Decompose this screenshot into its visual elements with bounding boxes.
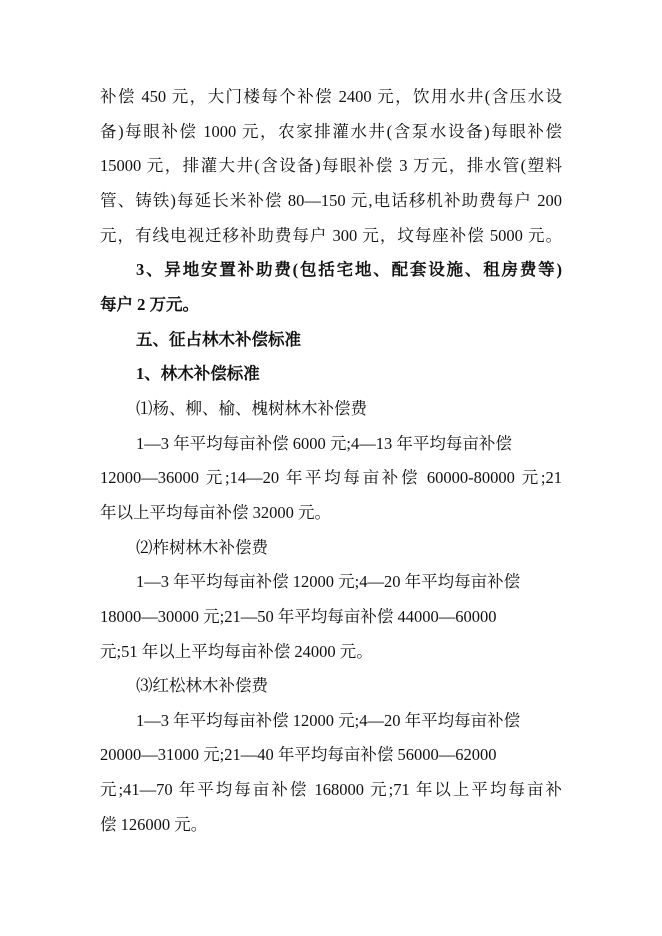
species-item-label: ⑴杨、柳、榆、槐树林木补偿费 <box>136 398 367 418</box>
text-line: 1—3 年平均每亩补偿 12000 元;4—20 年平均每亩补偿 <box>136 572 521 592</box>
relocation-subsidy-paragraph <box>100 253 562 322</box>
text-line: 18000—30000 元;21—50 年平均每亩补偿 44000—60000 <box>100 606 497 626</box>
text-line: 偿 126000 元。 <box>100 814 208 834</box>
species-item-label: ⑵柞树林木补偿费 <box>136 537 268 557</box>
text-line: 1—3 年平均每亩补偿 12000 元;4—20 年平均每亩补偿 <box>136 710 521 730</box>
text-line: 元;41—70 年平均每亩补偿 168000 元;71 年以上平均每亩补 <box>100 780 562 800</box>
text-line: 15000 元，排灌大井(含设备)每眼补偿 3 万元，排水管(塑料 <box>100 156 562 176</box>
subsection-title: 1、林木补偿标准 <box>136 364 260 384</box>
section-title: 五、征占林木补偿标准 <box>136 329 301 349</box>
text-line: 元，有线电视迁移补助费每户 300 元，坟每座补偿 5000 元。 <box>100 225 562 245</box>
text-line: 备)每眼补偿 1000 元，农家排灌水井(含泵水设备)每眼补偿 <box>100 121 562 141</box>
text-line: 20000—31000 元;21—40 年平均每亩补偿 56000—62000 <box>100 745 497 765</box>
species-item-poplar-willow-elm-locust <box>100 392 562 531</box>
text-line: 年以上平均每亩补偿 32000 元。 <box>100 502 331 522</box>
text-line: 3、异地安置补助费(包括宅地、配套设施、租房费等) <box>136 260 562 280</box>
document-body <box>100 80 562 842</box>
text-line: 补偿 450 元，大门楼每个补偿 2400 元，饮用水井(含压水设 <box>100 87 562 106</box>
species-item-oak <box>100 531 562 670</box>
species-item-label: ⑶红松林木补偿费 <box>136 676 268 696</box>
text-line: 元;51 年以上平均每亩补偿 24000 元。 <box>100 641 373 661</box>
text-line: 每户 2 万元。 <box>100 294 199 314</box>
text-line: 1—3 年平均每亩补偿 6000 元;4—13 年平均每亩补偿 <box>136 433 512 453</box>
paragraph-continuation <box>100 80 562 253</box>
text-line: 12000—36000 元;14—20 年平均每亩补偿 60000-80000 元;21 <box>100 468 562 488</box>
species-item-korean-pine <box>100 669 562 842</box>
text-line: 管、铸铁)每延长米补偿 80—150 元,电话移机补助费每户 200 <box>100 190 562 210</box>
